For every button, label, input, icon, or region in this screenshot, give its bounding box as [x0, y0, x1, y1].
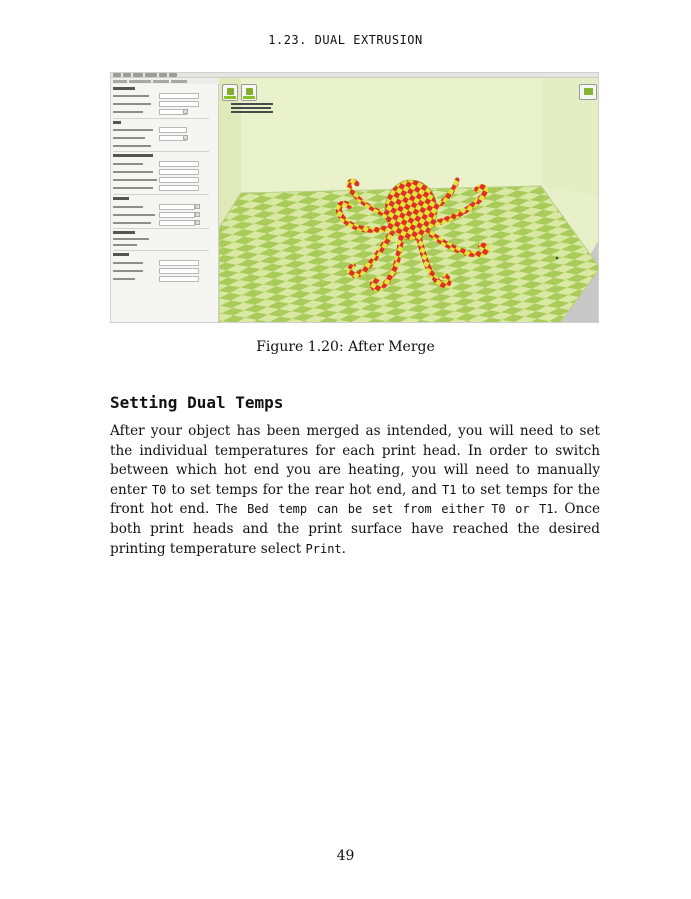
view-mode-button — [579, 84, 597, 100]
body-paragraph — [110, 422, 600, 559]
code-t1: T1 — [539, 502, 554, 517]
figure-caption: Figure 1.20: After Merge — [256, 339, 435, 355]
3d-viewport — [219, 78, 599, 323]
code-t0: T0 — [151, 482, 167, 497]
figure-screenshot — [110, 72, 599, 323]
section-title: Setting Dual Temps — [110, 393, 284, 412]
code-t0: T0 — [491, 502, 506, 517]
print-button — [241, 84, 257, 101]
code-bed-temp: The Bed temp can be set from either — [215, 502, 485, 517]
code-t1: T1 — [442, 482, 457, 497]
text-run: After your object has been merged as intended, you will need to set the individual temperatures for each print head. In order to switch between which hot end you are heating, you will need to manually enter — [110, 423, 600, 498]
text-run: to set temps for the rear hot end, and — [166, 481, 443, 498]
build-volume-render — [219, 78, 599, 323]
running-head: 1.23. DUAL EXTRUSION — [268, 33, 423, 47]
text-run: . — [341, 540, 346, 557]
load-model-button — [222, 84, 238, 101]
code-or: or — [505, 502, 540, 517]
page-number: 49 — [336, 848, 355, 864]
text-run: to set temps for the front hot end. — [110, 481, 600, 518]
settings-panel — [111, 84, 219, 323]
text-run: . Once both print heads and the print surface have reached the desired printing temperature select — [110, 501, 600, 557]
print-stats — [231, 103, 273, 115]
code-print: Print — [305, 541, 342, 556]
